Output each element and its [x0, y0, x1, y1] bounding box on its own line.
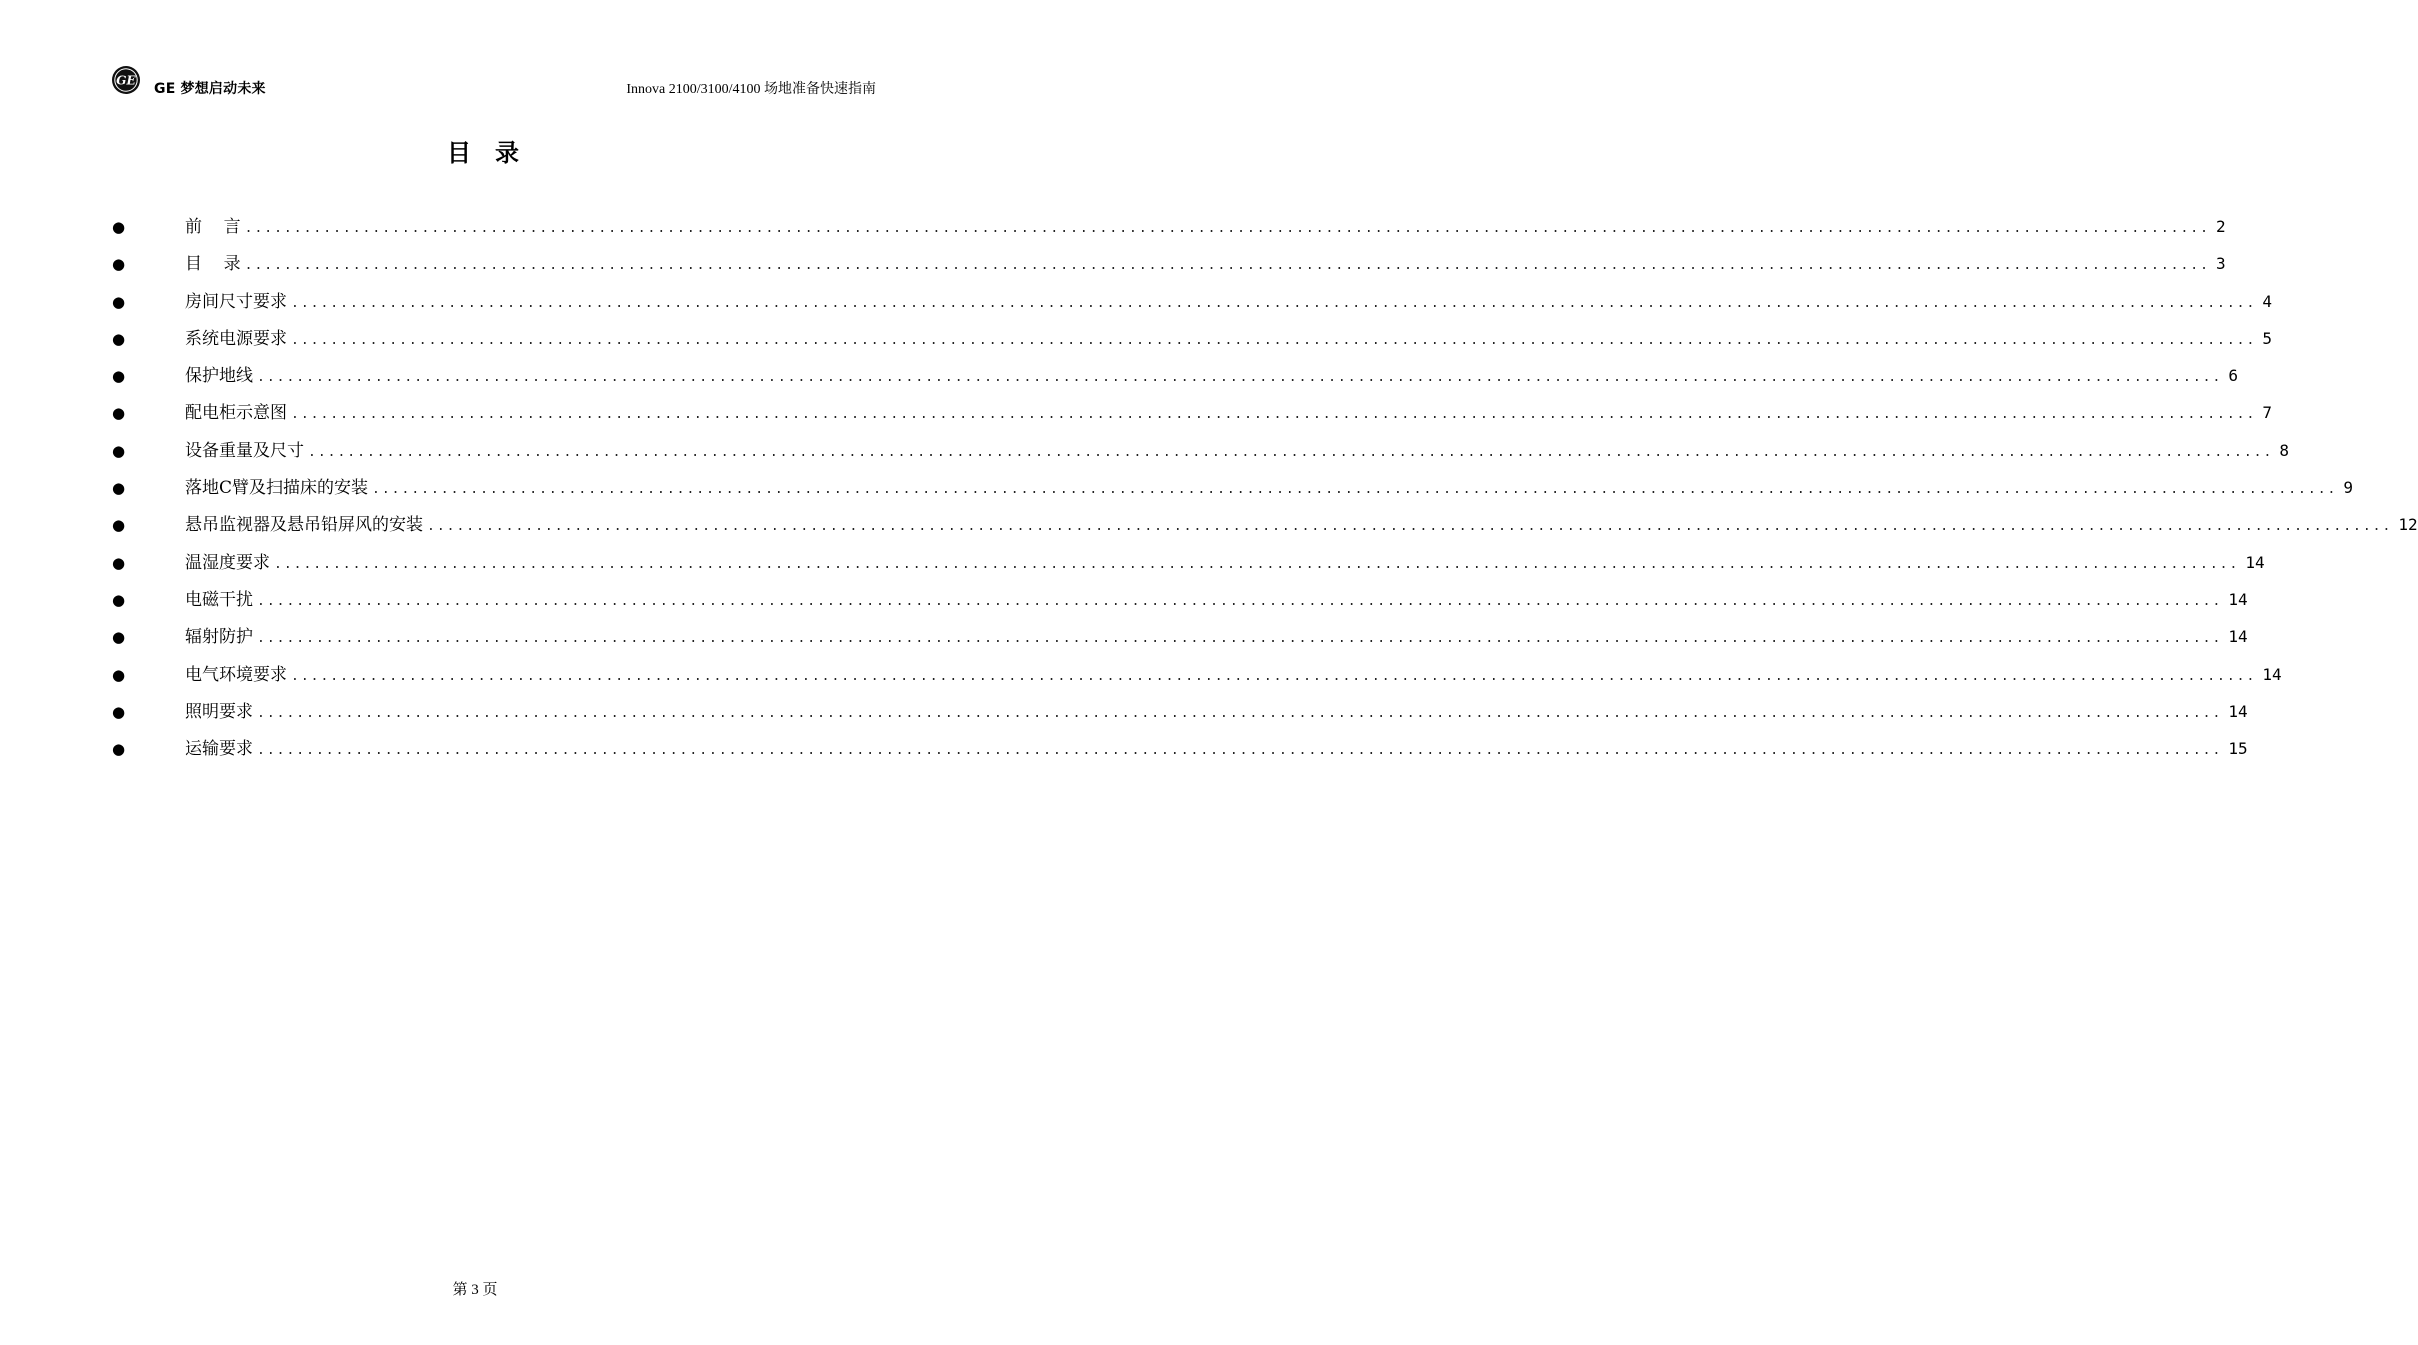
toc-entry[interactable]	[112, 436, 2289, 473]
toc-entry[interactable]	[112, 287, 2272, 324]
toc-entry-title: 电气环境要求	[185, 664, 287, 685]
dot-leader: ........................................................................................................................................................................................................	[291, 407, 2257, 423]
dot-leader: ........................................................................................................................................................................................................	[257, 743, 2223, 759]
toc-entry[interactable]	[112, 212, 2226, 249]
bullet-icon: ●	[112, 255, 126, 274]
toc-entry[interactable]	[112, 473, 2353, 510]
page-header	[112, 66, 876, 98]
toc-entry-page: 15	[2228, 739, 2248, 759]
toc-entry[interactable]	[112, 398, 2272, 435]
dot-leader: ........................................................................................................................................................................................................	[274, 556, 2240, 572]
toc-entry-page: 12	[2398, 515, 2418, 535]
toc-entry-title: 系统电源要求	[185, 328, 287, 349]
dot-leader: ........................................................................................................................................................................................................	[291, 295, 2257, 311]
toc-entry-title: 房间尺寸要求	[185, 291, 287, 312]
dot-leader: ........................................................................................................................................................................................................	[427, 519, 2393, 535]
dot-leader: ........................................................................................................................................................................................................	[372, 482, 2338, 498]
toc-entry-title: 设备重量及尺寸	[185, 440, 304, 461]
toc-entry-page: 2	[2215, 217, 2226, 236]
toc-entry[interactable]	[112, 510, 2418, 547]
toc-entry[interactable]	[112, 622, 2248, 659]
dot-leader: ........................................................................................................................................................................................................	[291, 332, 2257, 348]
dot-leader: ........................................................................................................................................................................................................	[308, 444, 2274, 460]
bullet-icon: ●	[112, 367, 126, 386]
bullet-icon: ●	[112, 740, 126, 759]
bullet-icon: ●	[112, 292, 126, 311]
dot-leader: ........................................................................................................................................................................................................	[257, 705, 2223, 721]
toc-entry-title: 前 言	[185, 217, 241, 237]
dot-leader: ........................................................................................................................................................................................................	[257, 370, 2223, 386]
toc-entry[interactable]	[112, 585, 2248, 622]
svg-text:GE: GE	[116, 73, 136, 88]
toc-entry-page: 3	[2215, 254, 2226, 274]
bullet-icon: ●	[112, 404, 126, 423]
toc-entry-page: 14	[2245, 552, 2265, 572]
toc-entry-page: 6	[2228, 366, 2238, 386]
toc-entry-page: 14	[2228, 701, 2248, 721]
toc-entry-page: 4	[2262, 291, 2272, 311]
bullet-icon: ●	[112, 329, 126, 348]
toc-entry-page: 5	[2262, 328, 2272, 348]
toc-entry-page: 9	[2343, 478, 2353, 498]
bullet-icon: ●	[112, 441, 126, 460]
toc-entry-title: 目 录	[185, 254, 241, 275]
toc-entry-title: 辐射防护	[185, 627, 253, 648]
toc-entry-title: 保护地线	[185, 366, 253, 387]
bullet-icon: ●	[112, 702, 126, 721]
toc-entry-title: 温湿度要求	[185, 552, 270, 573]
dot-leader: ........................................................................................................................................................................................................	[244, 258, 2210, 274]
toc-entry[interactable]	[112, 324, 2272, 361]
toc-entry[interactable]	[112, 249, 2226, 286]
bullet-icon: ●	[112, 479, 126, 498]
bullet-icon: ●	[112, 590, 126, 609]
toc-entry[interactable]	[112, 660, 2282, 697]
toc-entry[interactable]	[112, 361, 2238, 398]
toc-entry[interactable]	[112, 548, 2265, 585]
brand-slogan: GE 梦想启动未来	[154, 81, 266, 97]
toc-entry-title: 运输要求	[185, 739, 253, 760]
document-title: Innova 2100/3100/4100 场地准备快速指南	[626, 82, 876, 97]
bullet-icon: ●	[112, 628, 126, 647]
toc-heading: 目录	[447, 138, 543, 167]
dot-leader: ........................................................................................................................................................................................................	[244, 221, 2210, 236]
toc-entry-title: 电磁干扰	[185, 589, 253, 610]
ge-monogram-icon	[112, 66, 140, 94]
dot-leader: ........................................................................................................................................................................................................	[257, 593, 2223, 609]
dot-leader: ........................................................................................................................................................................................................	[257, 631, 2223, 647]
toc-entry-page: 14	[2228, 627, 2248, 647]
dot-leader: ........................................................................................................................................................................................................	[291, 668, 2257, 684]
toc-entry-page: 14	[2262, 664, 2282, 684]
bullet-icon: ●	[112, 553, 126, 572]
bullet-icon: ●	[112, 665, 126, 684]
toc-entry-title: 照明要求	[185, 701, 253, 722]
bullet-icon: ●	[112, 218, 126, 236]
toc-entry-title: 配电柜示意图	[185, 403, 287, 424]
toc-entry[interactable]	[112, 734, 2248, 771]
toc-entry-page: 14	[2228, 589, 2248, 609]
toc-entry-title: 落地C臂及扫描床的安装	[185, 478, 369, 499]
toc-entry-title: 悬吊监视器及悬吊铅屏风的安装	[185, 515, 423, 536]
table-of-contents	[112, 212, 2418, 771]
bullet-icon: ●	[112, 516, 126, 535]
toc-entry[interactable]	[112, 697, 2248, 734]
toc-entry-page: 8	[2279, 440, 2289, 460]
toc-entry-page: 7	[2262, 403, 2272, 423]
page-number-footer: 第 3 页	[452, 1282, 498, 1298]
